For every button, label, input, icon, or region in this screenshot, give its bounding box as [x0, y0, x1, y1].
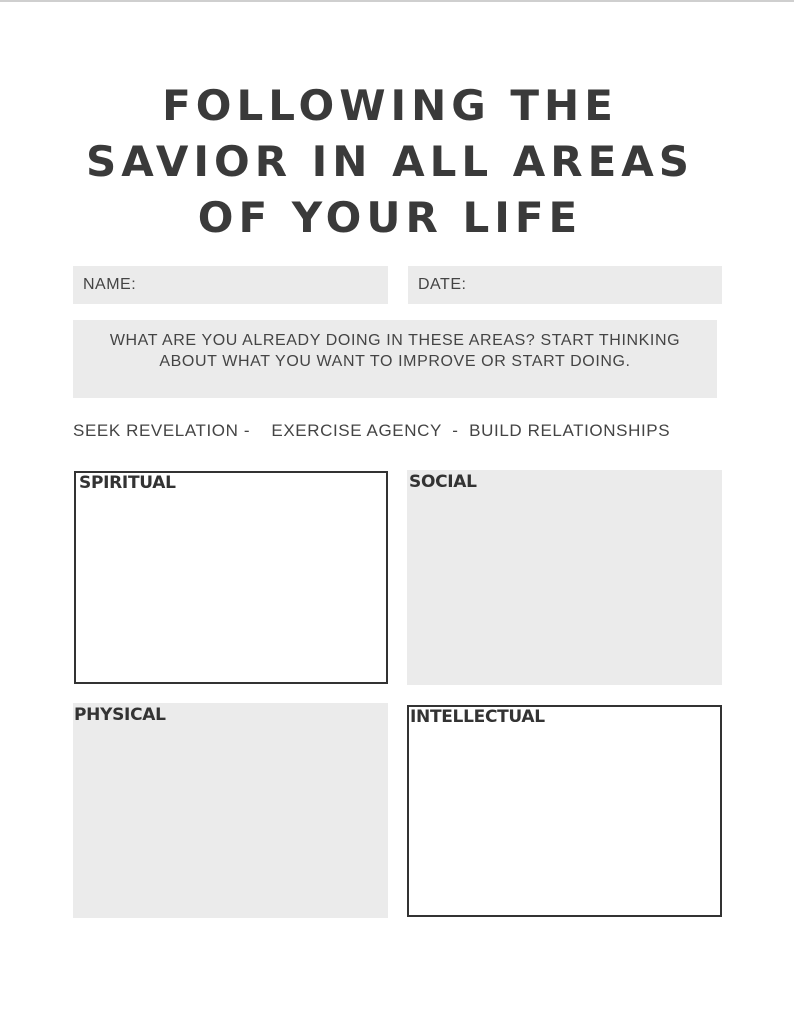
physical-label: PHYSICAL [74, 705, 166, 725]
date-field[interactable] [408, 266, 722, 304]
instructions-box [73, 320, 717, 398]
physical-box[interactable] [73, 703, 388, 918]
title-line-2: SAVIOR IN ALL AREAS [85, 137, 695, 186]
name-label: NAME: [83, 276, 137, 293]
page-title [0, 78, 780, 246]
social-box[interactable] [407, 470, 722, 685]
title-line-1: FOLLOWING THE [162, 81, 618, 130]
title-line-3: OF YOUR LIFE [197, 193, 583, 242]
themes-line: SEEK REVELATION - EXERCISE AGENCY - BUILD RELATIONSHIPS [73, 421, 671, 440]
spiritual-label: SPIRITUAL [79, 473, 176, 493]
name-field[interactable] [73, 266, 388, 304]
intellectual-box[interactable] [407, 705, 722, 917]
spiritual-box[interactable] [74, 471, 388, 684]
instructions-text: WHAT ARE YOU ALREADY DOING IN THESE AREAS? START THINKING ABOUT WHAT YOU WANT TO IMPROVE OR START DOING. [109, 332, 681, 370]
top-border-line [0, 0, 794, 2]
intellectual-label: INTELLECTUAL [410, 707, 545, 727]
date-label: DATE: [418, 276, 467, 293]
social-label: SOCIAL [409, 472, 477, 492]
